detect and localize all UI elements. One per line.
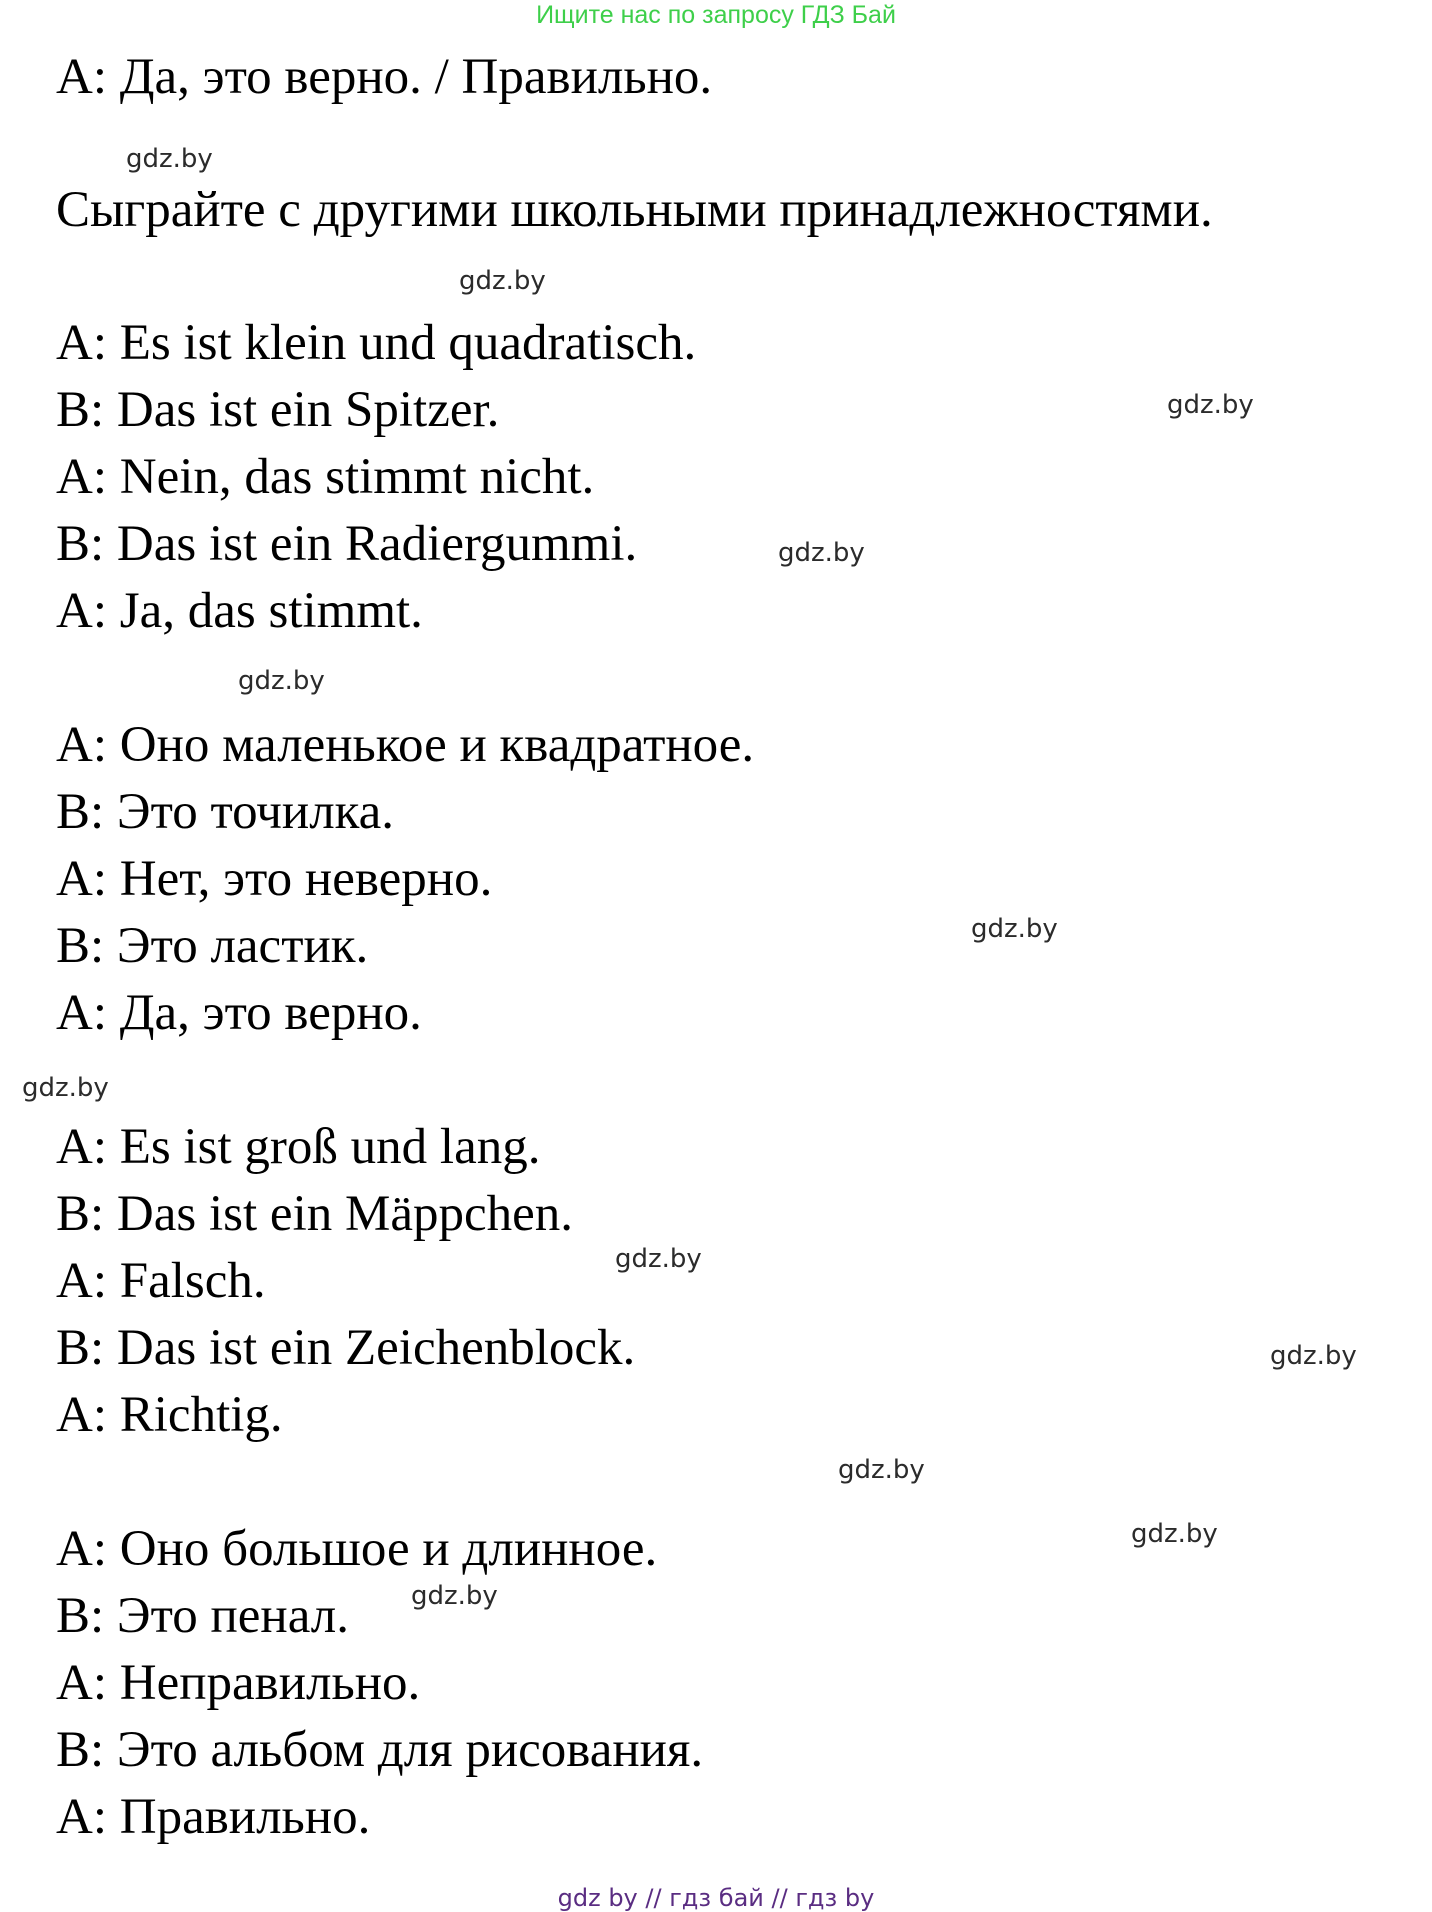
text-line: A: Оно большое и длинное. — [56, 1521, 658, 1577]
text-line: A: Nein, das stimmt nicht. — [56, 449, 595, 505]
watermark-text: gdz.by — [1270, 1341, 1357, 1371]
text-line: A: Да, это верно. / Правильно. — [56, 49, 713, 105]
watermark-text: gdz.by — [971, 914, 1058, 944]
text-line: B: Это альбом для рисования. — [56, 1722, 704, 1778]
footer-watermark: gdz by // гдз бай // гдз by — [557, 1884, 875, 1912]
text-line: A: Ja, das stimmt. — [56, 583, 423, 639]
text-line: B: Это ластик. — [56, 918, 369, 974]
text-line: A: Правильно. — [56, 1789, 371, 1845]
watermark-text: gdz.by — [238, 666, 325, 696]
watermark-text: gdz.by — [778, 538, 865, 568]
watermark-text: gdz.by — [22, 1073, 109, 1103]
watermark-text: gdz.by — [1167, 390, 1254, 420]
watermark-text: gdz.by — [1131, 1519, 1218, 1549]
text-line: B: Das ist ein Zeichenblock. — [56, 1320, 636, 1376]
text-line: A: Нет, это неверно. — [56, 851, 493, 907]
text-line: B: Это пенал. — [56, 1588, 349, 1644]
text-line: A: Es ist groß und lang. — [56, 1119, 541, 1175]
text-line: B: Das ist ein Mäppchen. — [56, 1186, 573, 1242]
text-line: A: Es ist klein und quadratisch. — [56, 315, 697, 371]
watermark-text: gdz.by — [411, 1581, 498, 1611]
text-line: A: Да, это верно. — [56, 985, 422, 1041]
text-line: A: Оно маленькое и квадратное. — [56, 717, 755, 773]
text-line: B: Это точилка. — [56, 784, 395, 840]
text-line: A: Неправильно. — [56, 1655, 421, 1711]
watermark-text: gdz.by — [459, 266, 546, 296]
search-hint-link[interactable]: Ищите нас по запросу ГДЗ Бай — [536, 1, 896, 29]
text-line: B: Das ist ein Spitzer. — [56, 382, 500, 438]
text-line: A: Falsch. — [56, 1253, 266, 1309]
watermark-text: gdz.by — [615, 1244, 702, 1274]
text-line: B: Das ist ein Radiergummi. — [56, 516, 638, 572]
watermark-text: gdz.by — [838, 1455, 925, 1485]
text-line: A: Richtig. — [56, 1387, 283, 1443]
watermark-text: gdz.by — [126, 144, 213, 174]
instruction-line: Сыграйте с другими школьными принадлежностями. — [56, 182, 1213, 238]
